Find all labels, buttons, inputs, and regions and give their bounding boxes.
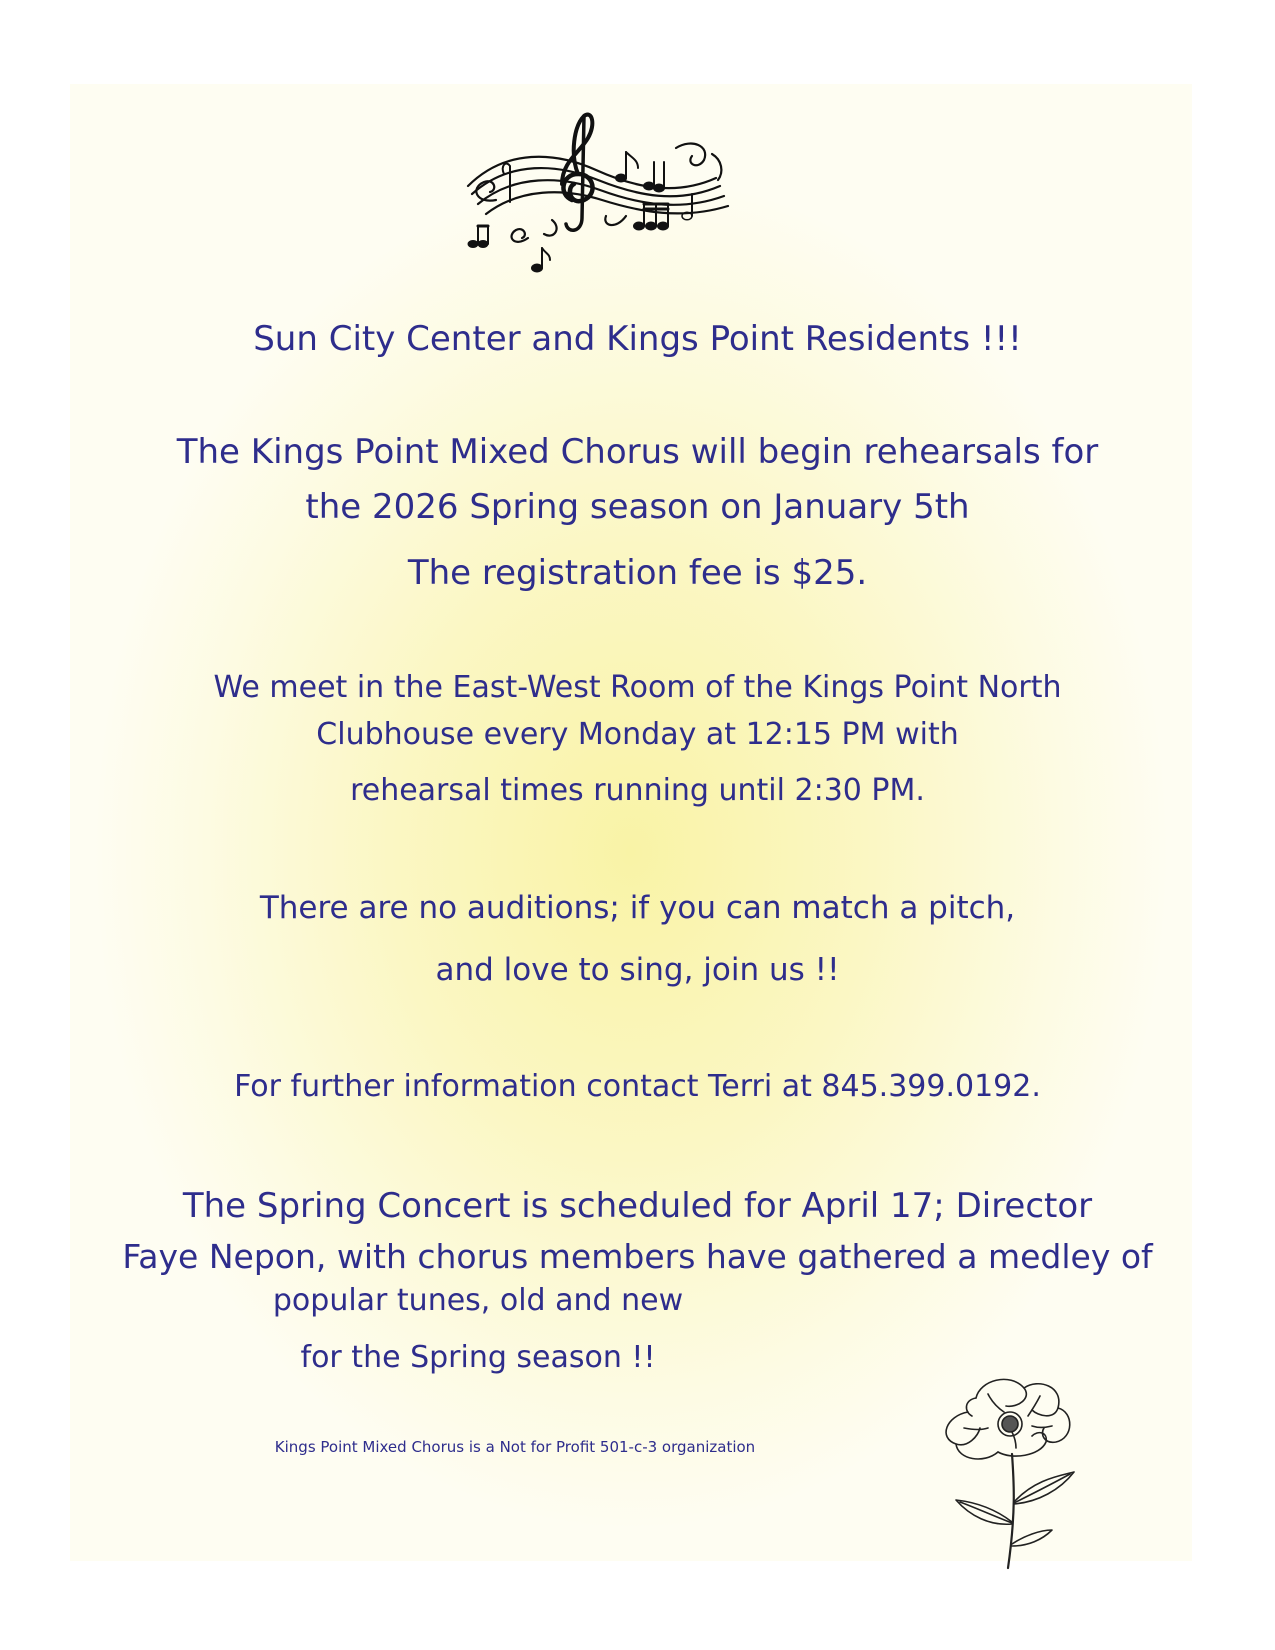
meeting-line-2: Clubhouse every Monday at 12:15 PM with — [316, 717, 959, 752]
concert-line-3: popular tunes, old and new — [272, 1283, 684, 1318]
concert-line-2: Faye Nepon, with chorus members have gathered a medley of — [122, 1237, 1153, 1276]
concert-line-1: The Spring Concert is scheduled for April 17; Director — [182, 1186, 1093, 1226]
auditions-line-1: There are no auditions; if you can match a pitch, — [259, 890, 1016, 926]
music-notes-icon — [466, 108, 738, 280]
nonprofit-footer-note: Kings Point Mixed Chorus is a Not for Profit 501-c-3 organization — [274, 1438, 756, 1456]
meeting-line-3: rehearsal times running until 2:30 PM. — [350, 773, 925, 808]
concert-line-4: for the Spring season !! — [300, 1340, 656, 1375]
registration-fee: The registration fee is $25. — [407, 553, 868, 593]
flyer-heading: Sun City Center and Kings Point Residents !!! — [253, 319, 1022, 359]
contact-info: For further information contact Terri at 845.399.0192. — [234, 1069, 1041, 1104]
meeting-line-1: We meet in the East-West Room of the Kings Point North — [213, 670, 1062, 705]
auditions-line-2: and love to sing, join us !! — [435, 952, 840, 988]
intro-line-1: The Kings Point Mixed Chorus will begin rehearsals for — [176, 432, 1099, 472]
intro-line-2: the 2026 Spring season on January 5th — [305, 487, 970, 527]
flower-icon — [928, 1372, 1168, 1572]
